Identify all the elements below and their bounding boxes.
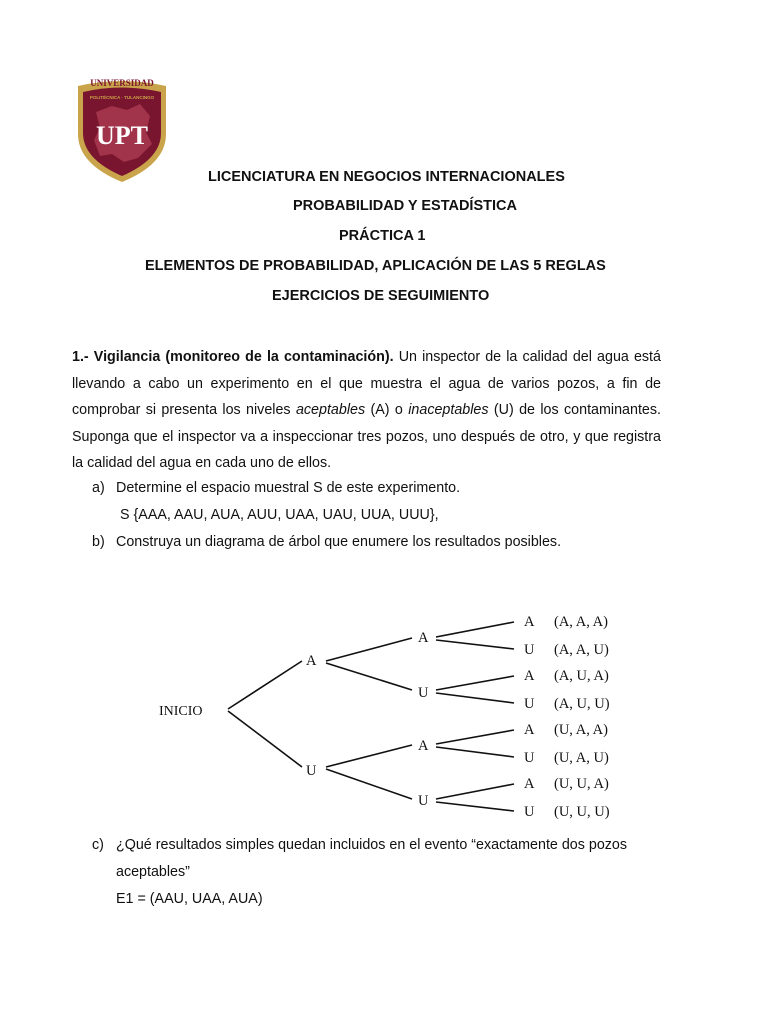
leaf-label: U [524,696,535,712]
tree-diagram [150,600,650,835]
leaf-outcome: (A, U, A) [554,668,609,684]
item-a-letter: a) [92,480,105,496]
leaf-outcome: (A, A, A) [554,614,608,630]
item-b-letter: b) [92,534,105,550]
item-a-answer: S {AAA, AAU, AUA, AUU, UAA, UAU, UUA, UUU}, [120,507,439,523]
item-a-text: Determine el espacio muestral S de este experimento. [116,480,461,496]
node-l2-a-1: A [418,630,429,646]
edge-uu-u [436,802,514,811]
edge-start-u [228,711,302,767]
edge-start-a [228,661,302,709]
practice-title: PRÁCTICA 1 [339,228,426,244]
edge-au-a [436,676,514,690]
term-acceptable: aceptables [295,402,366,419]
edge-aa-a [436,622,514,637]
leaf-outcome: (U, A, A) [554,722,608,738]
edge-a-a [326,638,412,661]
node-l2-u-1: U [418,685,429,701]
item-c-answer: E1 = (AAU, UAA, AUA) [116,891,263,907]
degree-title: LICENCIATURA EN NEGOCIOS INTERNACIONALES [208,169,565,185]
leaf-outcome: (A, A, U) [554,642,609,658]
leaf-label: U [524,804,535,820]
logo-text-top: UNIVERSIDAD [90,78,154,88]
logo-text-bottom: POLITÉCNICA · TULANCINGO [89,95,155,100]
node-l1-a: A [306,653,317,669]
item-b-text: Construya un diagrama de árbol que enumere los resultados posibles. [116,534,562,550]
statement-part-1: Un inspector de la calidad del agua está llevando a cabo un experimento en el que muestra el agua de varios pozos, a fin de comprobar si presenta los niveles [72,349,661,419]
leaf-outcome: (A, U, U) [554,696,610,712]
term-unacceptable: inaceptables [408,402,489,419]
leaf-label: U [524,750,535,766]
edge-ua-u [436,747,514,757]
edge-aa-u [436,640,514,649]
leaf-label: A [524,668,535,684]
exercise-title: Vigilancia (monitoreo de la contaminación). [93,349,394,365]
statement-part-2: (A) o [370,402,403,419]
leaf-label: A [524,614,535,630]
node-l2-u-2: U [418,793,429,809]
edge-u-a [326,745,412,767]
item-c-text-cont: aceptables” [116,864,190,880]
edge-a-u [326,663,412,690]
leaf-label: U [524,642,535,658]
topic-title: ELEMENTOS DE PROBABILIDAD, APLICACIÓN DE LAS 5 REGLAS [145,258,606,274]
tree-edges [228,622,514,811]
logo-monogram: UPT [96,121,148,150]
statement-part-3: (U) de los contaminantes. Suponga que el inspector va a inspeccionar tres pozos, uno después de otro, y que registra la calidad del agua en cada uno de ellos. [72,402,661,472]
section-title: EJERCICIOS DE SEGUIMIENTO [272,288,490,304]
edge-ua-a [436,730,514,744]
exercise-statement [72,344,661,477]
node-l1-u: U [306,763,317,779]
leaf-outcome: (U, U, A) [554,776,609,792]
item-c-text: ¿Qué resultados simples quedan incluidos en el evento “exactamente dos pozos [116,837,628,853]
edge-uu-a [436,784,514,799]
node-l2-a-2: A [418,738,429,754]
university-logo [72,72,172,184]
item-c-letter: c) [92,837,104,853]
exercise-number: 1.- [72,349,89,365]
course-title: PROBABILIDAD Y ESTADÍSTICA [293,198,517,214]
leaf-label: A [524,722,535,738]
edge-u-u [326,769,412,799]
edge-au-u [436,693,514,703]
node-start: INICIO [159,704,203,719]
leaf-label: A [524,776,535,792]
leaf-outcome: (U, U, U) [554,804,610,820]
leaf-outcome: (U, A, U) [554,750,609,766]
